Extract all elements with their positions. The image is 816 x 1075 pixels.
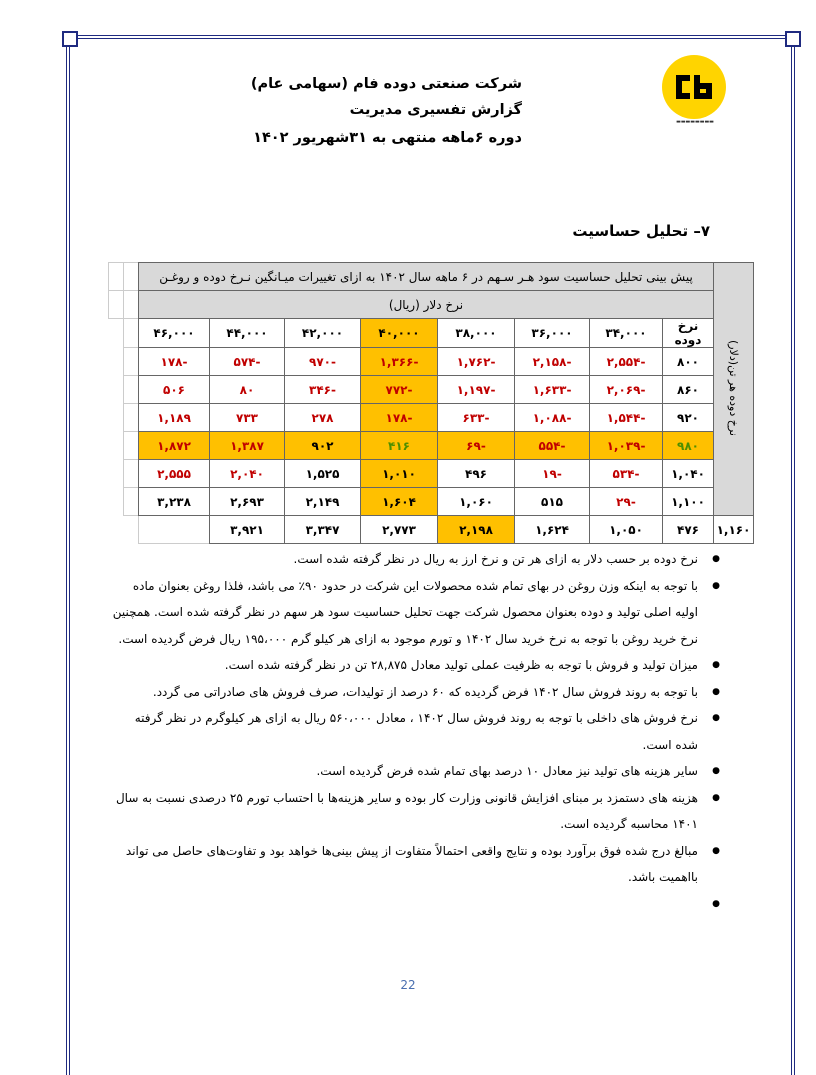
table-cell: -۹۷۰ <box>285 348 361 376</box>
spacer-cell <box>124 488 139 516</box>
table-cell: -۲۹ <box>590 488 663 516</box>
logo-mark-icon <box>672 71 716 103</box>
table-cell: ۱,۳۸۷ <box>210 432 285 460</box>
table-cell: -۶۳۳ <box>438 404 515 432</box>
spacer-cell <box>124 348 139 376</box>
table-cell: ۲,۰۴۰ <box>210 460 285 488</box>
table-cell: -۱,۳۶۶ <box>361 348 438 376</box>
table-cell: ۴۹۶ <box>438 460 515 488</box>
table-row <box>109 516 754 544</box>
column-header: ۴۶,۰۰۰ <box>139 319 210 348</box>
table-row <box>109 348 754 376</box>
spacer-cell <box>124 404 139 432</box>
table-row <box>109 488 754 516</box>
table-cell: ۴۱۶ <box>361 432 438 460</box>
table-cell: -۱,۰۸۸ <box>515 404 590 432</box>
section-title: ۷– تحلیل حساسیت <box>572 222 710 240</box>
table-cell: -۲,۵۵۴ <box>590 348 663 376</box>
row-rate: ۱,۱۶۰ <box>714 516 754 544</box>
table-cell: ۲,۷۷۳ <box>361 516 438 544</box>
sensitivity-table <box>108 262 754 544</box>
table-cell: -۵۵۴ <box>515 432 590 460</box>
list-item: ● با توجه به اینکه وزن روغن در بهای تمام شده محصولات این شرکت در حدود ۹۰٪ می باشد، فلذا روغن بعنوان ماده اولیه اصلی تولید و دوده بعنوان محصول شرکت جهت تحلیل حساسیت سود هر سهم در نظر گرفته شده است. همچنین نرخ خرید روغن با توجه به نرخ خرید سال ۱۴۰۲ و تورم موجود به ازای هر کیلو گرم ۱۹۵،۰۰۰ ریال فرض گردیده است. <box>110 573 720 653</box>
table-cell: -۱,۷۶۲ <box>438 348 515 376</box>
table-cell: -۲,۱۵۸ <box>515 348 590 376</box>
spacer-cell <box>124 376 139 404</box>
list-item: ● هزینه های دستمزد بر مبنای افزایش قانونی وزارت کار بوده و سایر هزینه‌ها با احتساب تورم ۲۵ درصدی نسبت به سال ۱۴۰۱ محاسبه گردیده است. <box>110 785 720 838</box>
row-rate: ۸۶۰ <box>663 376 714 404</box>
side-label-cell <box>714 263 754 516</box>
table-row-highlighted <box>109 432 754 460</box>
table-cell: ۱,۶۰۴ <box>361 488 438 516</box>
list-item: ● سایر هزینه های تولید نیز معادل ۱۰ درصد بهای تمام شده فرض گردیده است. <box>110 758 720 785</box>
list-item: ● میزان تولید و فروش با توجه به ظرفیت عملی تولید معادل ۲۸,۸۷۵ تن در نظر گرفته شده است. <box>110 652 720 679</box>
report-period: دوره ۶ماهه منتهی به ۳۱شهریور ۱۴۰۲ <box>253 130 522 146</box>
table-cell: -۱۷۸ <box>139 348 210 376</box>
table-cell: -۱,۱۹۷ <box>438 376 515 404</box>
table-cell: -۱,۵۴۴ <box>590 404 663 432</box>
table-cell: ۴۷۶ <box>663 516 714 544</box>
table-cell: -۱۹ <box>515 460 590 488</box>
column-header: ۴۰,۰۰۰ <box>361 319 438 348</box>
assumptions-list <box>110 546 720 891</box>
table-cell: ۳,۹۲۱ <box>210 516 285 544</box>
list-item: ● با توجه به روند فروش سال ۱۴۰۲ فرض گردیده که ۶۰ درصد از تولیدات، صرف فروش های صادراتی می گردد. <box>110 679 720 706</box>
page-number: 22 <box>400 978 416 992</box>
table-cell: ۳,۳۴۷ <box>285 516 361 544</box>
table-cell: ۱,۵۲۵ <box>285 460 361 488</box>
table-row <box>109 460 754 488</box>
company-name: شرکت صنعتی دوده فام (سهامی عام) <box>250 76 522 92</box>
table-cell: ۱,۰۵۰ <box>590 516 663 544</box>
table-cell: ۵۱۵ <box>515 488 590 516</box>
table-title: پیش بینی تحلیل حساسیت سود هـر سـهم در ۶ ماهه سال ۱۴۰۲ به ازای تغییرات میـانگین نـرخ دوده و روغـن <box>139 263 714 291</box>
table-cell: ۲,۶۹۳ <box>210 488 285 516</box>
table-cell: ۵۰۶ <box>139 376 210 404</box>
table-cell: -۱۷۸ <box>361 404 438 432</box>
row-rate: ۹۲۰ <box>663 404 714 432</box>
table-cell: -۲,۰۶۹ <box>590 376 663 404</box>
side-label: نرخ دوده هر تن(دلار) <box>727 339 740 436</box>
table-cell: ۲۷۸ <box>285 404 361 432</box>
table-cell: ۷۳۳ <box>210 404 285 432</box>
border-corner-ornament <box>62 31 78 47</box>
table-cell: ۱,۱۸۹ <box>139 404 210 432</box>
spacer-cell <box>124 291 139 319</box>
list-item: ● نرخ فروش های داخلی با توجه به روند فروش سال ۱۴۰۲ ، معادل ۵۶۰،۰۰۰ ریال به ازای هر کیلوگرم در نظر گرفته شده است. <box>110 705 720 758</box>
table-cell: ۱,۶۲۴ <box>515 516 590 544</box>
spacer-cell <box>124 263 139 291</box>
column-header-row <box>109 319 754 348</box>
list-item: ● مبالغ درج شده فوق برآورد بوده و نتایج واقعی احتمالاً متفاوت از پیش بینی‌ها خواهد بود و تفاوت‌های حاصل می تواند بااهمیت باشد. <box>110 838 720 891</box>
table-cell: ۱,۸۷۲ <box>139 432 210 460</box>
column-header: ۴۴,۰۰۰ <box>210 319 285 348</box>
spacer-cell <box>124 432 139 460</box>
row-rate: ۹۸۰ <box>663 432 714 460</box>
table-cell: ۱,۰۱۰ <box>361 460 438 488</box>
table-cell: -۳۴۶ <box>285 376 361 404</box>
table-cell: ۲,۱۹۸ <box>438 516 515 544</box>
table-cell: ۳,۲۳۸ <box>139 488 210 516</box>
table-cell: -۱,۶۳۳ <box>515 376 590 404</box>
table-row <box>109 404 754 432</box>
table-cell: ۸۰ <box>210 376 285 404</box>
table-cell: -۵۷۴ <box>210 348 285 376</box>
company-logo <box>662 55 726 119</box>
row-rate: ۱,۱۰۰ <box>663 488 714 516</box>
border-corner-ornament <box>785 31 801 47</box>
table-cell: ۲,۱۴۹ <box>285 488 361 516</box>
spacer-cell <box>109 291 124 319</box>
corner-label: نرخ دوده <box>663 319 714 348</box>
table-cell: -۶۹ <box>438 432 515 460</box>
table-cell: -۱,۰۳۹ <box>590 432 663 460</box>
logo-caption: ▬▬▬▬▬▬▬▬ <box>676 119 714 125</box>
table-cell: -۵۳۴ <box>590 460 663 488</box>
spacer-cell <box>109 263 124 291</box>
column-header: ۳۸,۰۰۰ <box>438 319 515 348</box>
spacer-cell <box>124 460 139 488</box>
column-header: ۳۴,۰۰۰ <box>590 319 663 348</box>
table-row <box>109 376 754 404</box>
spacer-cell <box>124 319 139 348</box>
table-cell: ۱,۰۶۰ <box>438 488 515 516</box>
dollar-rate-header: نرخ دلار (ریال) <box>139 291 714 319</box>
table-cell: ۹۰۲ <box>285 432 361 460</box>
row-rate: ۱,۰۴۰ <box>663 460 714 488</box>
column-header: ۴۲,۰۰۰ <box>285 319 361 348</box>
list-item: ● نرخ دوده بر حسب دلار به ازای هر تن و نرخ ارز به ریال در نظر گرفته شده است. <box>110 546 720 573</box>
column-header: ۳۶,۰۰۰ <box>515 319 590 348</box>
spacer-cell <box>139 516 210 544</box>
row-rate: ۸۰۰ <box>663 348 714 376</box>
table-cell: ۲,۵۵۵ <box>139 460 210 488</box>
report-title: گزارش تفسیری مدیریت <box>349 102 522 118</box>
table-cell: -۷۷۲ <box>361 376 438 404</box>
